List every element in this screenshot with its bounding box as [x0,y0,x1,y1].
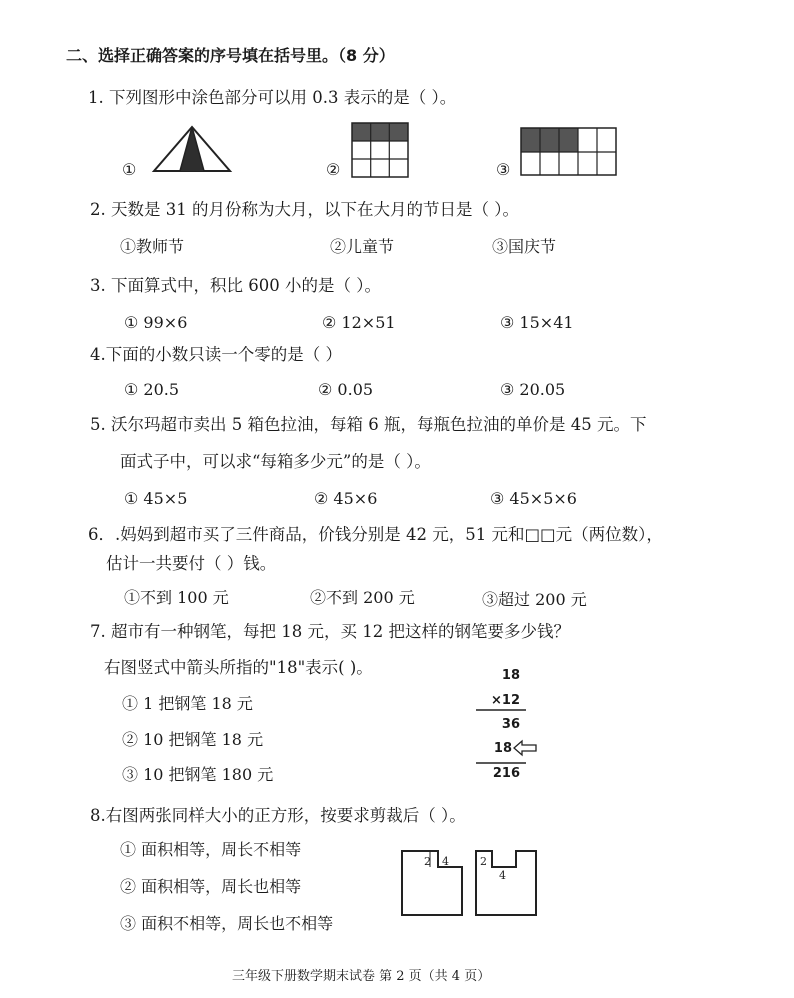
vm-lines-and-arrow [470,708,542,768]
q5-option-1: ① 45×5 [124,489,188,508]
q6-stem-line2: 估计一共要付（ ）钱。 [106,554,277,573]
q1-option-3-label: ③ [496,160,511,179]
q1-triangle-figure [150,124,234,174]
q2-option-3: ③国庆节 [492,237,557,256]
q2-option-1: ①教师节 [120,237,185,256]
vm-result: 216 [492,766,520,781]
q5-option-2: ② 45×6 [314,489,378,508]
q2-stem: 2. 天数是 31 的月份称为大月，以下在大月的节日是（ ）。 [90,200,519,219]
q7-option-1: ① 1 把钢笔 18 元 [122,694,253,713]
q3-option-1: ① 99×6 [124,313,188,332]
section-title: 二、选择正确答案的序号填在括号里。（8 分） [66,46,395,65]
q5-stem-line1: 5. 沃尔玛超市卖出 5 箱色拉油，每箱 6 瓶，每瓶色拉油的单价是 45 元。下 [90,415,647,434]
left-arrow-icon [514,741,536,755]
q7-stem-line2: 右图竖式中箭头所指的"18"表示( )。 [104,658,373,677]
q8-fig2-label-4: 4 [499,869,506,882]
q6-option-3: ③超过 200 元 [482,590,587,609]
q6-option-2: ②不到 200 元 [310,588,415,607]
q6-option-1: ①不到 100 元 [124,588,229,607]
q7-option-2: ② 10 把钢笔 18 元 [122,730,264,749]
q1-grid-5x2-figure [520,127,618,177]
q4-stem: 4.下面的小数只读一个零的是（ ） [90,345,342,364]
q5-option-3: ③ 45×5×6 [490,489,577,508]
q1-option-1-label: ① [122,160,137,179]
q8-fig2-label-2: 2 [480,855,487,868]
q3-option-3: ③ 15×41 [500,313,574,332]
q8-square-notch-cut-figure [472,847,540,919]
q8-square-corner-cut-figure [398,847,466,919]
q6-stem-line1: 6．.妈妈到超市买了三件商品，价钱分别是 42 元，51 元和□□元（两位数）， [88,525,663,544]
vm-multiplier: ×12 [491,693,520,708]
q4-option-1: ① 20.5 [124,380,180,399]
q8-option-1: ① 面积相等，周长不相等 [120,840,302,859]
q1-stem: 1. 下列图形中涂色部分可以用 0.3 表示的是（ ）。 [88,88,457,107]
q4-option-2: ② 0.05 [318,380,374,399]
vm-multiplicand: 18 [501,668,520,683]
vm-partial-product-2: 18 [493,741,512,756]
q8-stem: 8.右图两张同样大小的正方形，按要求剪裁后（ ）。 [90,806,466,825]
q8-option-2: ② 面积相等，周长也相等 [120,877,302,896]
q8-option-3: ③ 面积不相等，周长也不相等 [120,914,334,933]
q1-grid-3x2-figure [351,122,411,180]
vm-partial-product-1: 36 [501,717,520,732]
q7-stem-line1: 7. 超市有一种钢笔，每把 18 元，买 12 把这样的钢笔要多少钱？ [90,622,570,641]
q2-option-2: ②儿童节 [330,237,395,256]
page-footer: 三年级下册数学期末试卷 第 2 页（共 4 页） [232,969,491,984]
q5-stem-line2: 面式子中，可以求“每箱多少元”的是（ ）。 [120,452,431,471]
q7-option-3: ③ 10 把钢笔 180 元 [122,765,274,784]
q4-option-3: ③ 20.05 [500,380,566,399]
q1-option-2-label: ② [326,160,341,179]
q3-stem: 3. 下面算式中，积比 600 小的是（ ）。 [90,276,381,295]
q3-option-2: ② 12×51 [322,313,396,332]
q8-fig1-label-2: 2 [424,855,431,868]
q8-fig1-label-4: 4 [442,855,449,868]
